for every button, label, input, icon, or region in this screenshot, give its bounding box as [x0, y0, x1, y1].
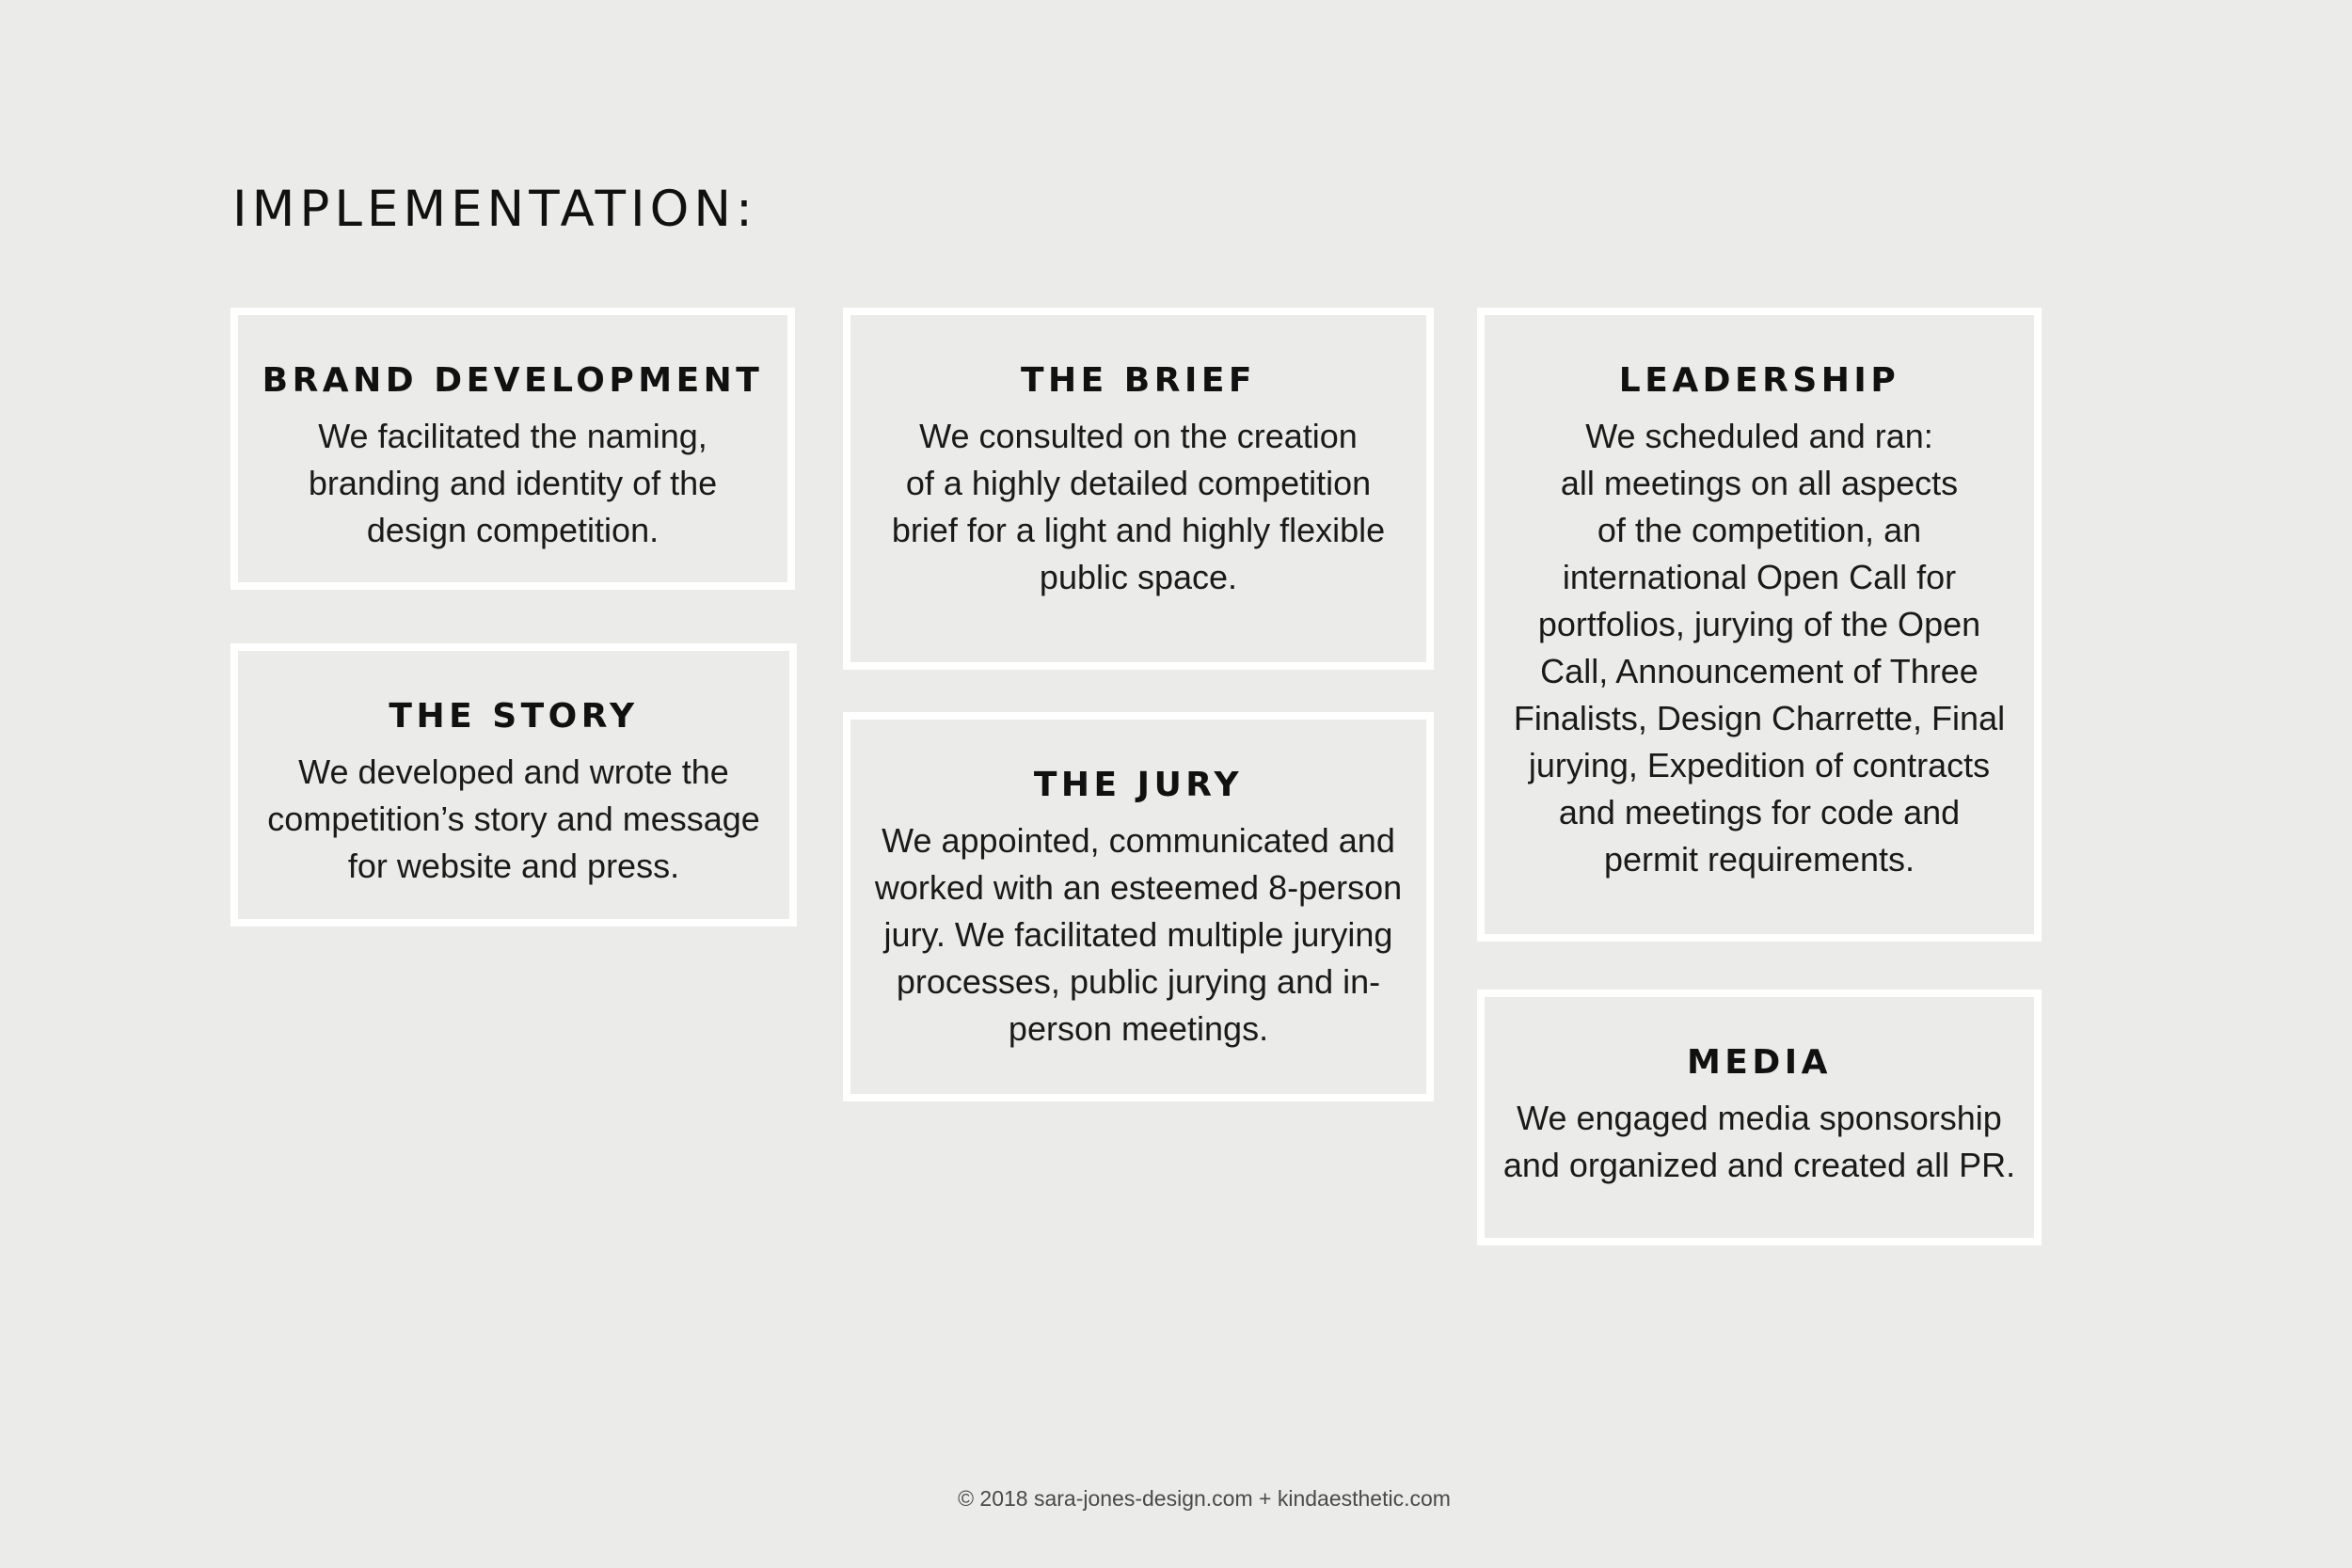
card-body-line: We engaged media sponsorship	[1517, 1099, 2002, 1137]
card-leadership	[1477, 308, 2042, 942]
card-body-line: and organized and created all PR.	[1502, 1146, 2016, 1184]
card-body-line: branding and identity of the	[308, 464, 718, 502]
card-body-line: public space.	[1039, 558, 1238, 596]
page-title: IMPLEMENTATION:	[232, 181, 757, 238]
card-title: THE BRIEF	[1020, 361, 1257, 400]
card-title: LEADERSHIP	[1618, 361, 1900, 400]
card-title: MEDIA	[1686, 1043, 1833, 1082]
card-body-line: processes, public jurying and in-	[896, 962, 1381, 1001]
card-body-line: permit requirements.	[1603, 840, 1915, 879]
card-body-line: of a highly detailed competition	[905, 464, 1372, 502]
card-body	[238, 413, 787, 554]
card-body-line: jury. We facilitated multiple jurying	[883, 915, 1393, 954]
card-body-line: Finalists, Design Charrette, Final	[1513, 699, 2006, 737]
card-title: THE JURY	[1033, 766, 1244, 804]
card-body	[850, 817, 1426, 1053]
card-body-line: all meetings on all aspects	[1560, 464, 1959, 502]
card-body-line: Call, Announcement of Three	[1540, 652, 1979, 690]
card-body	[238, 749, 789, 890]
card-the-jury	[843, 712, 1434, 1101]
card-body-line: person meetings.	[1008, 1009, 1269, 1048]
card-media	[1477, 990, 2042, 1245]
card-body-line: design competition.	[366, 511, 660, 549]
card-body	[850, 413, 1426, 601]
copyright-footer: © 2018 sara-jones-design.com + kindaesthetic.com	[958, 1486, 1451, 1511]
card-body-line: of the competition, an	[1597, 511, 1922, 549]
card-body-line: for website and press.	[347, 847, 680, 885]
card-body	[1485, 1095, 2034, 1189]
card-the-story	[230, 643, 797, 927]
card-body-line: competition’s story and message	[267, 800, 760, 838]
card-body-line: brief for a light and highly flexible	[891, 511, 1386, 549]
card-the-brief	[843, 308, 1434, 670]
card-body-line: portfolios, jurying of the Open	[1537, 605, 1981, 643]
card-body-line: We developed and wrote the	[298, 752, 729, 791]
card-body	[1485, 413, 2034, 883]
card-body-line: jurying, Expedition of contracts	[1528, 746, 1991, 784]
card-title: BRAND DEVELOPMENT	[262, 361, 764, 400]
card-body-line: We scheduled and ran:	[1585, 417, 1933, 455]
card-title: THE STORY	[389, 697, 639, 736]
card-body-line: worked with an esteemed 8-person	[874, 868, 1403, 907]
card-brand-development	[230, 308, 795, 590]
card-body-line: and meetings for code and	[1558, 793, 1961, 832]
card-body-line: We facilitated the naming,	[318, 417, 707, 455]
card-body-line: international Open Call for	[1562, 558, 1957, 596]
card-body-line: We appointed, communicated and	[882, 821, 1395, 860]
card-body-line: We consulted on the creation	[919, 417, 1358, 455]
